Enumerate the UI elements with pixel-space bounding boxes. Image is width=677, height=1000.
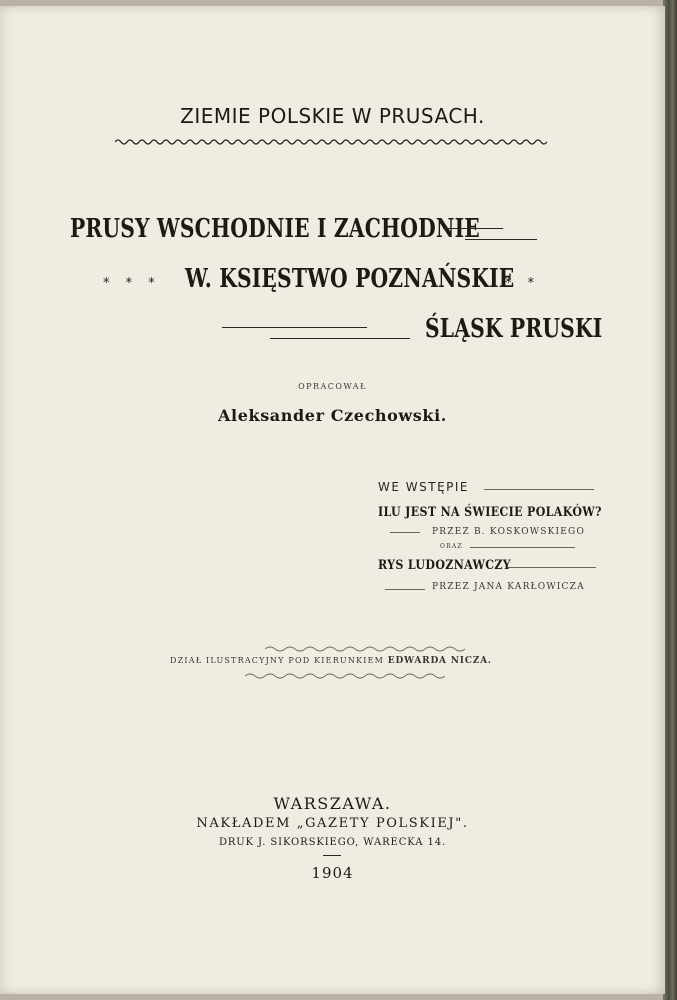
illustrations-note — [170, 656, 492, 666]
stars-ornament-right: * * — [505, 276, 541, 291]
compiled-by-label: OPRACOWAŁ — [298, 382, 367, 391]
imprint-year: 1904 — [311, 864, 354, 882]
title-rule — [443, 228, 503, 229]
contents-rule — [470, 547, 575, 548]
wavy-ornament-rule — [115, 136, 547, 148]
imprint-divider — [323, 855, 341, 856]
title-line-3: ŚLĄSK PRUSKI — [425, 314, 603, 344]
title-line-2: W. KSIĘSTWO POZNAŃSKIE — [185, 264, 515, 294]
contents-rule — [385, 589, 425, 590]
title-line-1: PRUSY WSCHODNIE I ZACHODNIE — [70, 214, 480, 244]
contents-rule — [484, 489, 594, 490]
book-spine-edge — [663, 0, 677, 1000]
contents-item-1-title: ILU JEST NA ŚWIECIE POLAKÓW? — [378, 505, 602, 520]
imprint-publisher: NAKŁADEM „GAZETY POLSKIEJ". — [196, 816, 469, 831]
illustrations-editor: EDWARDA NICZA. — [387, 656, 492, 666]
imprint-city: WARSZAWA. — [273, 794, 392, 813]
contents-item-1-author: PRZEZ B. KOSKOWSKIEGO — [432, 527, 586, 537]
contents-connector: ORAZ — [440, 543, 463, 550]
title-rule — [465, 239, 537, 240]
imprint-printer: DRUK J. SIKORSKIEGO, WARECKA 14. — [218, 837, 447, 848]
wavy-ornament-rule — [265, 644, 465, 654]
wavy-ornament-rule — [245, 671, 445, 681]
illustrations-note-text: DZIAŁ ILUSTRACYJNY POD KIERUNKIEM — [170, 656, 385, 665]
contents-rule — [508, 567, 596, 568]
contents-item-2-author: PRZEZ JANA KARŁOWICZA — [432, 582, 585, 592]
stars-ornament-left: * * * — [103, 276, 161, 291]
title-rule — [270, 338, 410, 339]
title-rule — [222, 327, 367, 328]
series-title: ZIEMIE POLSKIE W PRUSACH. — [180, 104, 485, 128]
intro-label: WE WSTĘPIE — [378, 480, 470, 494]
title-page — [0, 6, 665, 994]
author-name: Aleksander Czechowski. — [218, 406, 447, 425]
contents-rule — [390, 532, 420, 533]
contents-item-2-title: RYS LUDOZNAWCZY — [378, 558, 512, 573]
